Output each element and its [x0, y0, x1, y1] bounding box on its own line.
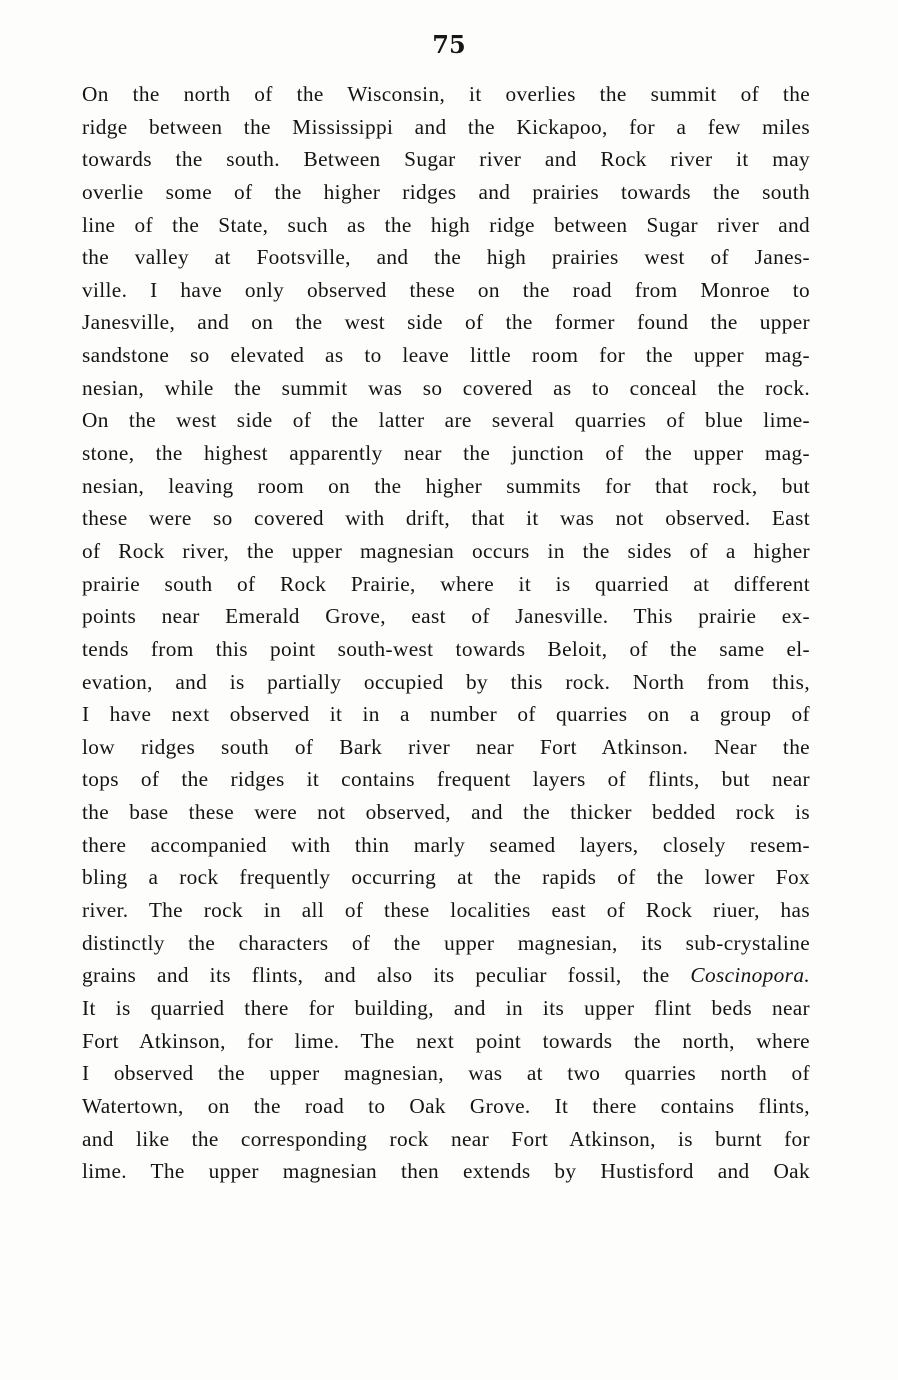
text-line-with-italic	[82, 959, 810, 992]
text-line: I observed the upper magnesian, was at two quarries north of	[82, 1061, 810, 1086]
italic-fossil-name: Coscinopora.	[690, 963, 810, 988]
text-line: the valley at Footsville, and the high prairies west of Janes-	[82, 245, 810, 270]
text-line: distinctly the characters of the upper magnesian, its sub-crystaline	[82, 930, 810, 955]
text-line: It is quarried there for building, and in its upper flint beds near	[82, 995, 810, 1020]
text-line: prairie south of Rock Prairie, where it is quarried at different	[82, 571, 810, 596]
text-line: On the west side of the latter are several quarries of blue lime-	[82, 408, 810, 433]
text-line: there accompanied with thin marly seamed layers, closely resem-	[82, 832, 810, 857]
text-line: evation, and is partially occupied by this rock. North from this,	[82, 669, 810, 694]
text-line: Janesville, and on the west side of the former found the upper	[82, 310, 810, 335]
page-number: 75	[432, 30, 466, 59]
text-line: river. The rock in all of these localities east of Rock riuer, has	[82, 898, 810, 923]
text-line: sandstone so elevated as to leave little room for the upper mag-	[82, 343, 810, 368]
text-line: points near Emerald Grove, east of Janesville. This prairie ex-	[82, 604, 810, 629]
text-line: ville. I have only observed these on the road from Monroe to	[82, 277, 810, 302]
text-line: towards the south. Between Sugar river and Rock river it may	[82, 147, 810, 172]
text-line: line of the State, such as the high ridge between Sugar river and	[82, 212, 810, 237]
text-line: lime. The upper magnesian then extends by Hustisford and Oak	[82, 1159, 810, 1184]
text-line: Watertown, on the road to Oak Grove. It there contains flints,	[82, 1093, 810, 1118]
text-line: tends from this point south-west towards Beloit, of the same el-	[82, 636, 810, 661]
text-line: and like the corresponding rock near Fort Atkinson, is burnt for	[82, 1126, 810, 1151]
text-line: On the north of the Wisconsin, it overlies the summit of the	[82, 82, 810, 106]
text-line: Fort Atkinson, for lime. The next point towards the north, where	[82, 1028, 810, 1053]
text-line: bling a rock frequently occurring at the rapids of the lower Fox	[82, 865, 810, 890]
text-line: I have next observed it in a number of quarries on a group of	[82, 702, 810, 727]
text-line: tops of the ridges it contains frequent layers of flints, but near	[82, 767, 810, 792]
text-line: these were so covered with drift, that it was not observed. East	[82, 506, 810, 531]
text-line: stone, the highest apparently near the junction of the upper mag-	[82, 441, 810, 466]
text-line: overlie some of the higher ridges and prairies towards the south	[82, 179, 810, 204]
text-line: nesian, leaving room on the higher summits for that rock, but	[82, 473, 810, 498]
text-line: nesian, while the summit was so covered as to conceal the rock.	[82, 375, 810, 400]
text-line-part: grains and its flints, and also its peculiar fossil, the	[82, 963, 691, 988]
text-line: ridge between the Mississippi and the Kickapoo, for a few miles	[82, 114, 810, 139]
text-line: low ridges south of Bark river near Fort Atkinson. Near the	[82, 734, 810, 759]
body-text	[82, 78, 810, 1188]
text-line: the base these were not observed, and the thicker bedded rock is	[82, 800, 810, 825]
text-line: of Rock river, the upper magnesian occurs in the sides of a higher	[82, 538, 810, 563]
